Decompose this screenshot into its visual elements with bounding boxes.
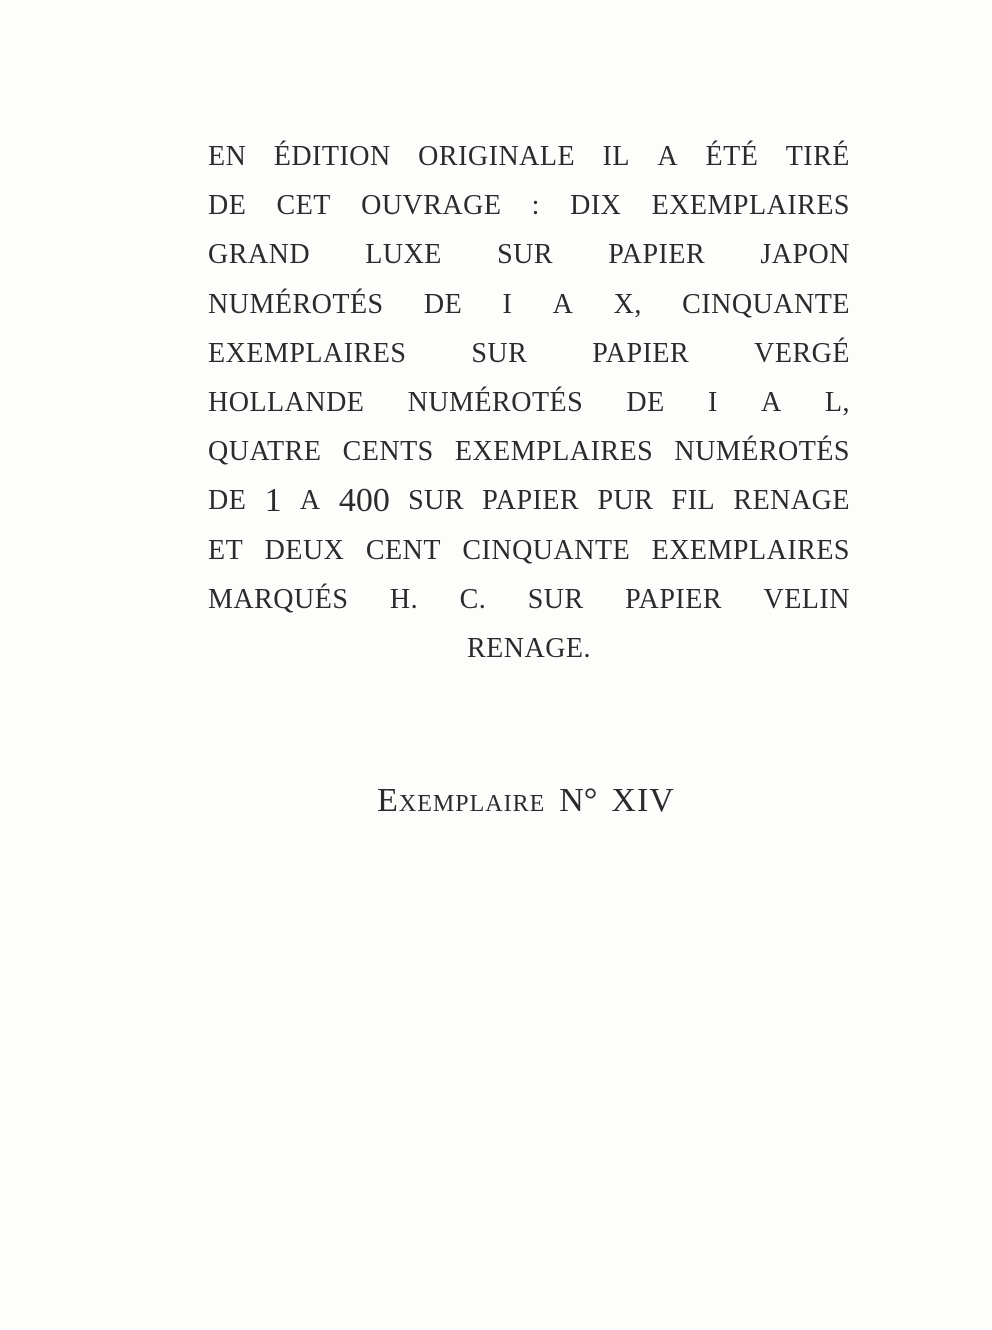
word: LUXE: [365, 239, 442, 271]
word: VERGÉ: [754, 337, 850, 369]
word: CINQUANTE: [682, 288, 850, 320]
word: A: [657, 141, 679, 172]
word: EXEMPLAIRES: [651, 534, 850, 566]
word: FIL: [671, 485, 716, 517]
word: X,: [613, 288, 642, 320]
word: I: [707, 386, 718, 418]
word: PAPIER: [625, 583, 723, 615]
word: A: [552, 288, 574, 320]
word: A: [760, 386, 782, 418]
word: NUMÉROTÉS: [208, 288, 384, 320]
word: JAPON: [760, 239, 850, 271]
word: PAPIER: [482, 485, 580, 517]
word: CENTS: [342, 436, 434, 468]
copy-number-value: XIV: [611, 782, 675, 819]
word: I: [502, 288, 513, 320]
limitation-line-7: [208, 427, 850, 476]
copy-number-label: Exemplaire: [377, 782, 546, 819]
limitation-line-5: [208, 329, 850, 378]
limitation-line-3: [208, 230, 850, 279]
word: EXEMPLAIRES: [208, 337, 407, 369]
word: C.: [459, 583, 487, 615]
word: ET: [208, 534, 244, 566]
limitation-line-1: [208, 132, 850, 181]
word: MARQUÉS: [208, 583, 349, 615]
word: RENAGE.: [466, 632, 592, 664]
limitation-line-2: [208, 181, 850, 230]
word: ÉTÉ: [705, 141, 759, 172]
word: L,: [824, 386, 850, 418]
word: :: [531, 190, 540, 222]
word: PAPIER: [608, 239, 706, 271]
word: CENT: [365, 534, 441, 566]
word: DE: [423, 288, 463, 320]
word: EXEMPLAIRES: [651, 190, 850, 222]
word: ÉDITION: [273, 141, 391, 172]
copy-number: [0, 782, 992, 820]
word: NUMÉROTÉS: [407, 386, 584, 418]
word: SUR: [408, 485, 465, 517]
limitation-line-11: [208, 624, 850, 673]
limitation-line-8: [208, 476, 850, 525]
word: TIRÉ: [785, 141, 850, 172]
word: SUR: [527, 583, 584, 615]
word: ORIGINALE: [418, 141, 576, 172]
word: PUR: [597, 485, 654, 517]
limitation-statement: [208, 132, 850, 673]
word: QUATRE: [208, 436, 322, 468]
limitation-line-4: [208, 280, 850, 329]
word: DE: [208, 190, 247, 222]
word: DEUX: [264, 534, 345, 566]
number-sign: N°: [559, 782, 598, 819]
word: H.: [389, 583, 419, 615]
word: SUR: [471, 337, 528, 369]
word: CINQUANTE: [462, 534, 631, 566]
word: EXEMPLAIRES: [454, 436, 654, 468]
word: A: [299, 485, 321, 517]
word: OUVRAGE: [361, 190, 502, 222]
word: DIX: [570, 190, 622, 222]
word: NUMÉROTÉS: [674, 436, 850, 468]
word: EN: [208, 141, 247, 172]
limitation-line-10: [208, 575, 850, 624]
word: IL: [602, 141, 630, 172]
word: PAPIER: [592, 337, 690, 369]
word: CET: [276, 190, 331, 222]
copy-range-start: 1: [264, 482, 282, 520]
word: DE: [626, 386, 665, 418]
word: DE: [208, 485, 247, 517]
word: GRAND: [208, 239, 311, 271]
word: VELIN: [763, 583, 850, 615]
limitation-line-6: [208, 378, 850, 427]
word: HOLLANDE: [208, 386, 365, 418]
word: RENAGE: [733, 485, 850, 517]
copy-range-end: 400: [338, 482, 390, 520]
word: SUR: [497, 239, 554, 271]
limitation-line-9: [208, 526, 850, 575]
